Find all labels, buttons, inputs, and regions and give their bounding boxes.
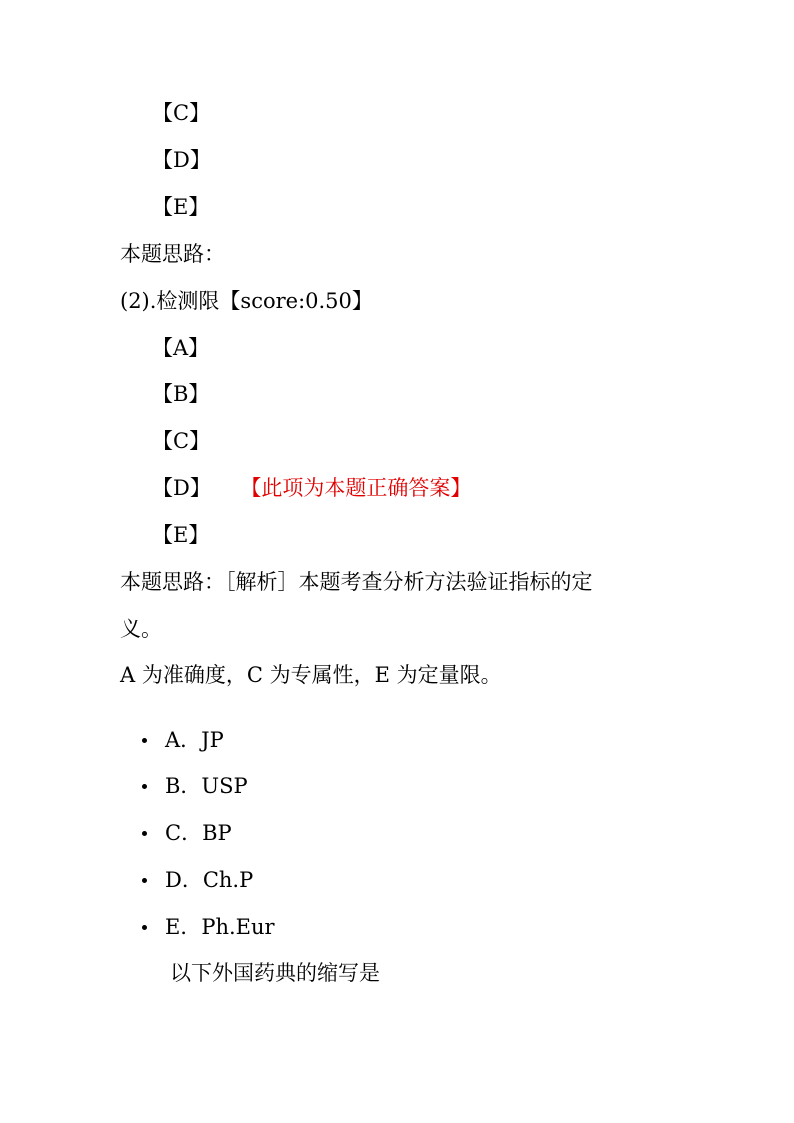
option-d: 【D】 — [152, 476, 211, 500]
thought-label: 本题思路： — [120, 242, 225, 266]
analysis-line-2: 义。 — [120, 617, 162, 641]
list-item-label: C．BP — [165, 821, 232, 845]
analysis-line-1: 本题思路：［解析］本题考查分析方法验证指标的定 — [120, 570, 593, 594]
bullet-icon — [142, 738, 147, 743]
bullet-icon — [142, 878, 147, 883]
list-item — [142, 727, 224, 753]
option-b: 【B】 — [152, 382, 210, 406]
list-item — [142, 914, 275, 940]
option-c: 【C】 — [152, 429, 211, 453]
question-title: (2).检测限【score:0.50】 — [120, 289, 373, 313]
option-e: 【E】 — [152, 523, 210, 547]
option-c: 【C】 — [152, 101, 211, 125]
list-item-label: B．USP — [165, 774, 248, 798]
question-stem: 以下外国药典的缩写是 — [170, 961, 380, 985]
list-item-label: E．Ph.Eur — [165, 915, 275, 939]
analysis-line-3: A 为准确度，C 为专属性，E 为定量限。 — [120, 663, 502, 687]
bullet-icon — [142, 925, 147, 930]
option-a: 【A】 — [152, 336, 210, 360]
list-item — [142, 867, 253, 893]
list-item-label: D．Ch.P — [165, 868, 254, 892]
bullet-icon — [142, 784, 147, 789]
option-e: 【E】 — [152, 195, 210, 219]
option-d: 【D】 — [152, 148, 211, 172]
option-d-row — [152, 475, 471, 501]
list-item-label: A．JP — [165, 728, 224, 752]
list-item — [142, 820, 232, 846]
bullet-icon — [142, 831, 147, 836]
list-item — [142, 773, 248, 799]
correct-answer-mark: 【此项为本题正确答案】 — [250, 476, 472, 500]
